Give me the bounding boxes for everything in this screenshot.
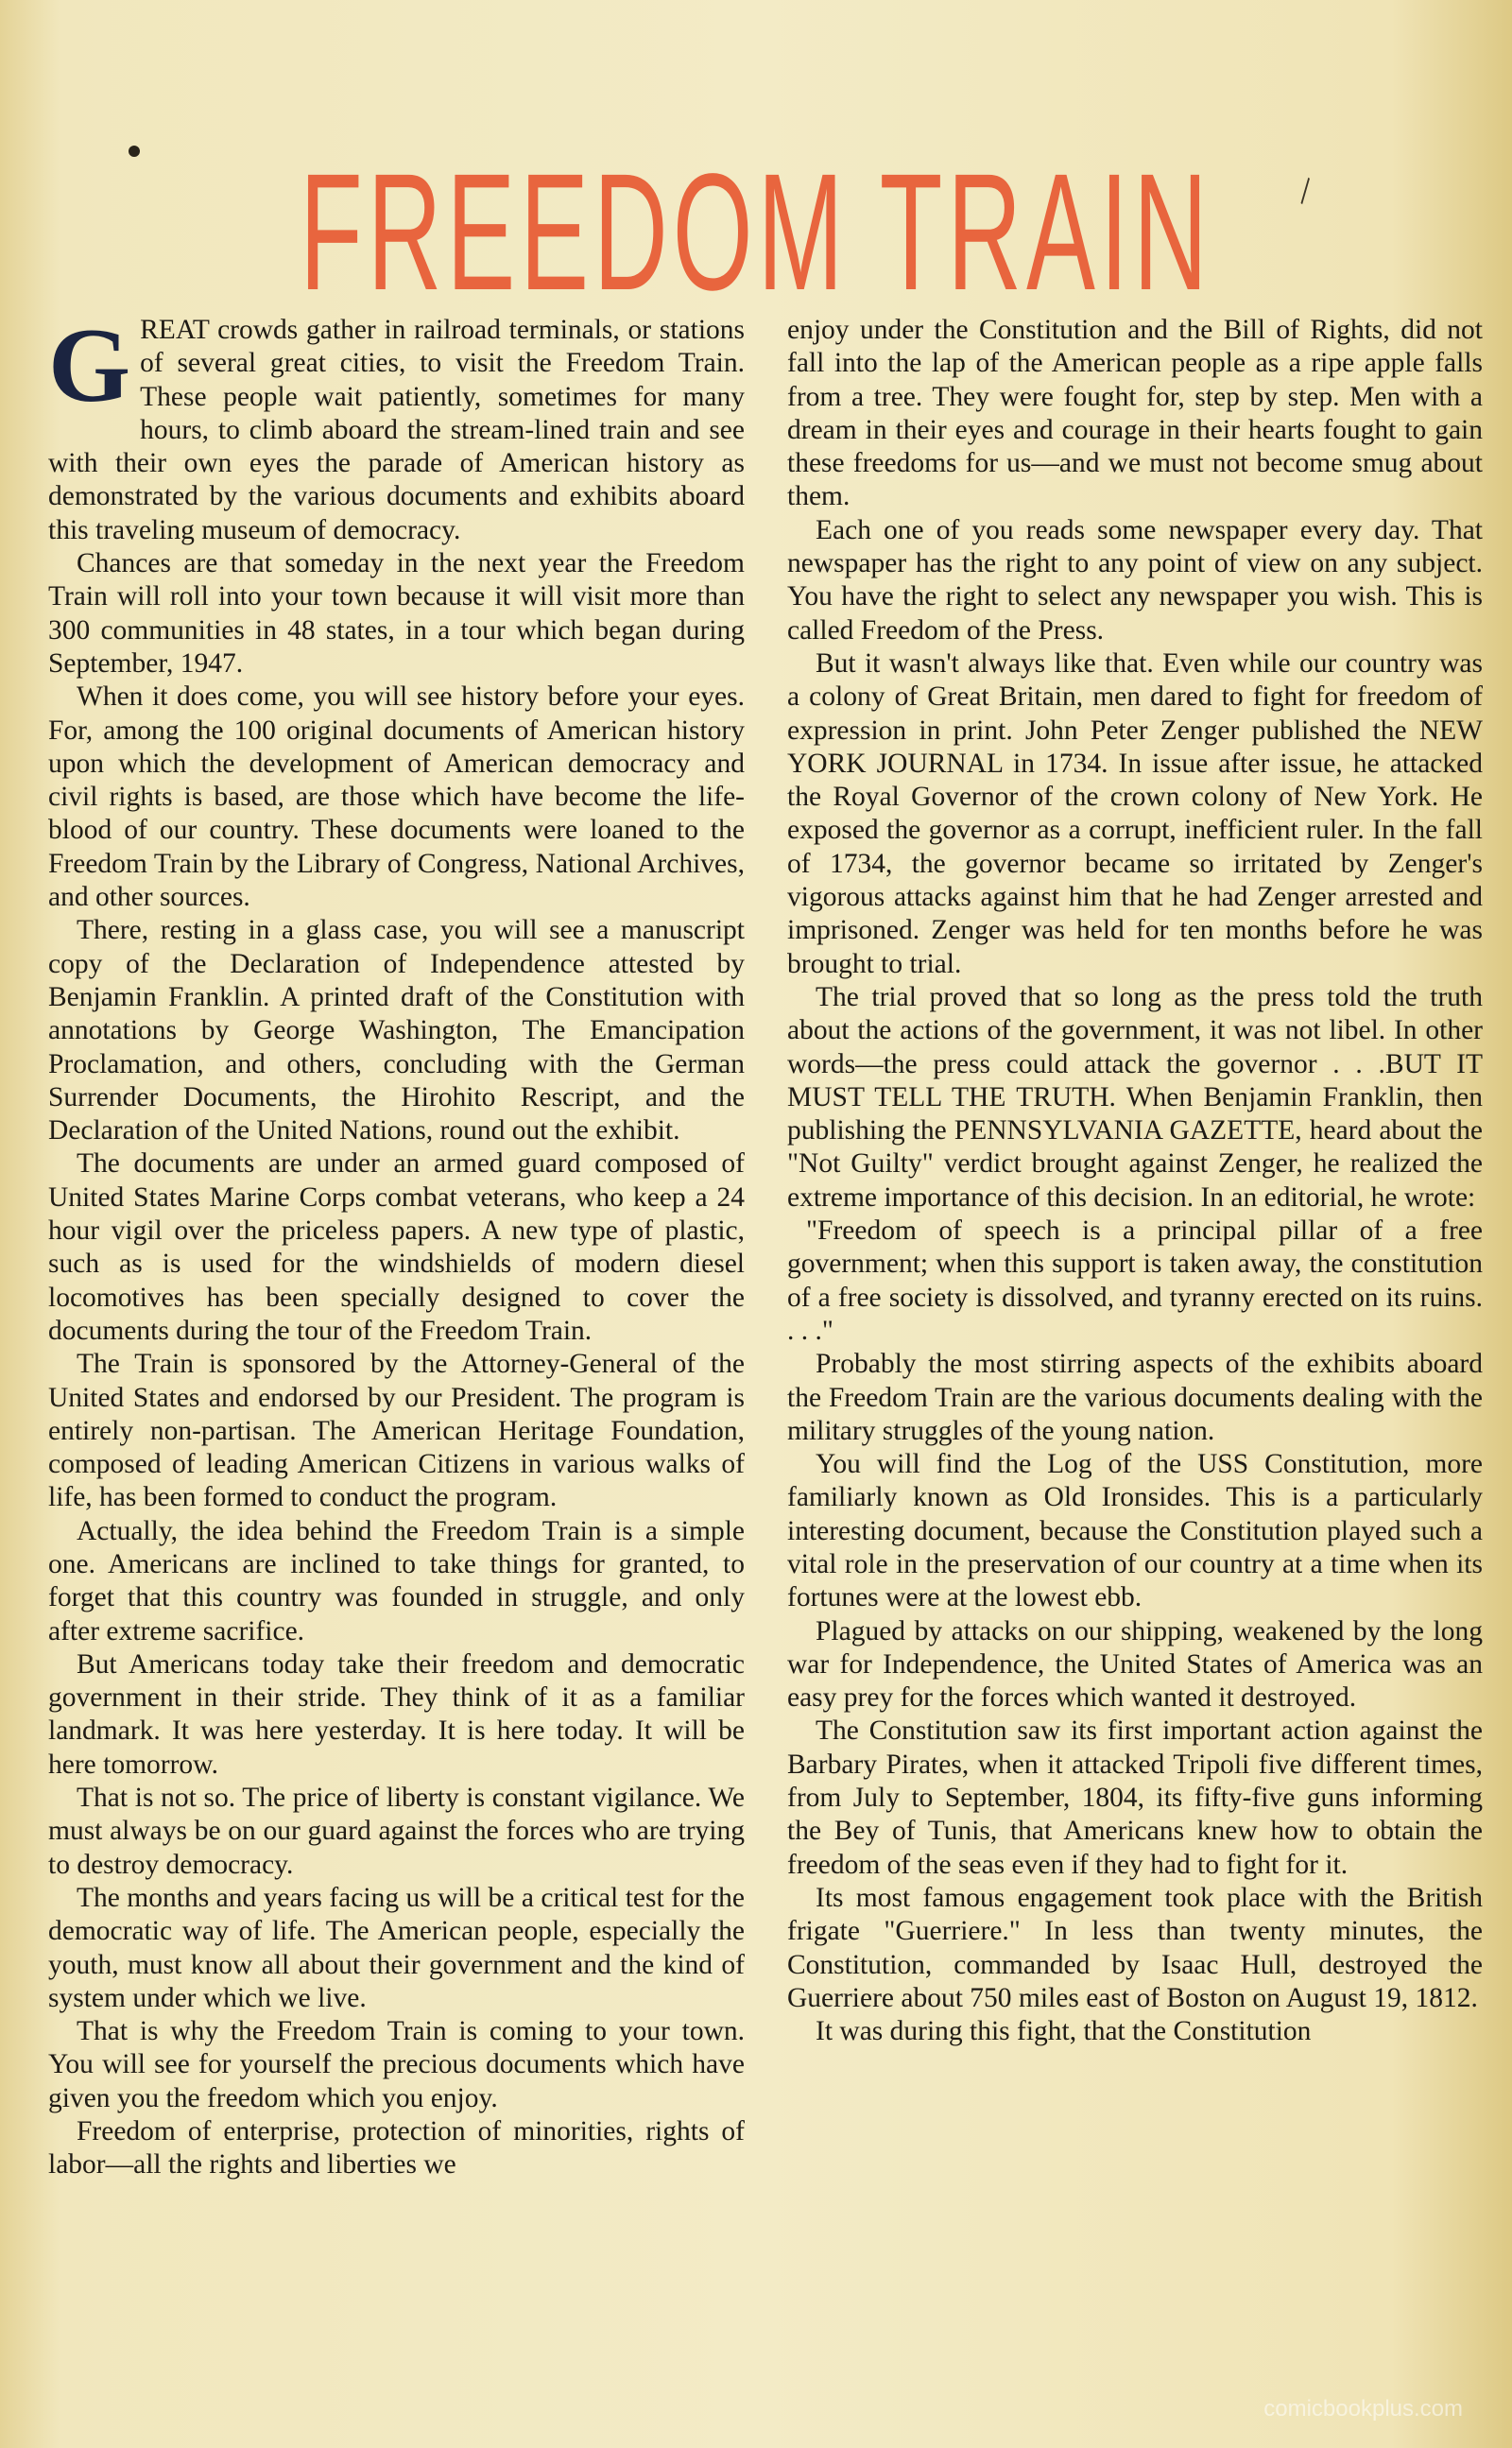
watermark: comicbookplus.com bbox=[1263, 2396, 1463, 2422]
quotation: "Freedom of speech is a principal pillar of a free government; when this support is taken away, the constitution of a free society is dissolved, and tyranny erected on its ruins. . . ." bbox=[787, 1215, 1483, 1346]
paragraph: That is why the Freedom Train is coming to your town. You will see for yourself the precious documents which have given you the freedom which you enjoy. bbox=[48, 2016, 745, 2113]
paragraph: You will find the Log of the USS Constitution, more familiarly known as Old Ironsides. This is a particularly interesting document, because the Constitution played such a vital role in the preservation of our country at a time when its fortunes were at the lowest ebb. bbox=[787, 1449, 1483, 1613]
paragraph: The Constitution saw its first important action against the Barbary Pirates, when it attacked Tripoli five different times, from July to September, 1804, its fifty-five guns informing the Bey of Tunis, that Americans knew how to obtain the freedom of the seas even if they had to fight for it. bbox=[787, 1715, 1483, 1880]
paragraph: enjoy under the Constitution and the Bill of Rights, did not fall into the lap of the American people as a ripe apple falls from a tree. They were fought for, step by step. Men with a dream in their eyes and courage in their hearts fought to gain these freedoms for us—and we must not become smug about them. bbox=[787, 315, 1483, 512]
print-dot bbox=[129, 146, 140, 157]
paragraph: There, resting in a glass case, you will see a manuscript copy of the Declaration of Independence attested by Benjamin Franklin. A printed draft of the Constitution with annotations by George Washington, The Emancipation Proclamation, and others, concluding with the German Surrender Documents, the Hirohito Rescript, and the Declaration of the United Nations, round out the exhibit. bbox=[48, 915, 745, 1146]
paragraph: It was during this fight, that the Constitution bbox=[816, 2016, 1312, 2047]
paragraph: Plagued by attacks on our shipping, weakened by the long war for Independence, the United States of America was an easy prey for the forces which wanted it destroyed. bbox=[787, 1615, 1483, 1714]
paragraph: The Train is sponsored by the Attorney-General of the United States and endorsed by our President. The program is entirely non-partisan. The American Heritage Foundation, composed of leading American Citizens in various walks of life, has been formed to conduct the program. bbox=[48, 1349, 745, 1513]
paragraph: REAT crowds gather in railroad terminals, or stations of several great cities, to visit the Freedom Train. These people wait patiently, sometimes for many hours, to climb aboard the stream-lined train and see with their own eyes the parade of American history as demonstrated by the various documents and exhibits aboard this traveling museum of democracy. bbox=[48, 315, 745, 545]
paragraph: Chances are that someday in the next year the Freedom Train will roll into your town because it will visit more than 300 communities in 48 states, in a tour which began during September, 1947. bbox=[48, 548, 745, 679]
page-title: FREEDOM TRAIN bbox=[300, 140, 1212, 325]
left-column bbox=[48, 314, 745, 2436]
paragraph: Freedom of enterprise, protection of minorities, rights of labor—all the rights and liberties we bbox=[48, 2116, 745, 2181]
paragraph: Each one of you reads some newspaper every day. That newspaper has the right to any point of view on any subject. You have the right to select any newspaper you wish. This is called Freedom of the Press. bbox=[787, 514, 1483, 646]
paragraph: The documents are under an armed guard composed of United States Marine Corps combat veterans, who keep a 24 hour vigil over the priceless papers. A new type of plastic, such as is used for the windshields of modern diesel locomotives has been specially designed to cover the documents during the tour of the Freedom Train. bbox=[48, 1148, 745, 1346]
paragraph: But it wasn't always like that. Even while our country was a colony of Great Britain, men dared to fight for freedom of expression in print. John Peter Zenger published the NEW YORK JOURNAL in 1734. In issue after issue, he attacked the Royal Governor of the crown colony of New York. He exposed the governor as a corrupt, inefficient ruler. In the fall of 1734, the governor became so irritated by Zenger's vigorous attacks against him that he had Zenger arrested and imprisoned. Zenger was held for ten months before he was brought to trial. bbox=[787, 647, 1483, 979]
paragraph: Probably the most stirring aspects of the exhibits aboard the Freedom Train are the various documents dealing with the military struggles of the young nation. bbox=[787, 1349, 1483, 1446]
paragraph: That is not so. The price of liberty is constant vigilance. We must always be on our guard against the forces who are trying to destroy democracy. bbox=[48, 1783, 745, 1880]
drop-cap: G bbox=[48, 314, 131, 424]
right-column bbox=[787, 314, 1483, 2436]
paragraph: Its most famous engagement took place with the British frigate "Guerriere." In less than twenty minutes, the Constitution, commanded by Isaac Hull, destroyed the Guerriere about 750 miles east of Boston on August 19, 1812. bbox=[787, 1882, 1483, 2013]
paragraph: The months and years facing us will be a critical test for the democratic way of life. The American people, especially the youth, must know all about their government and the kind of system under which we live. bbox=[48, 1882, 745, 2013]
paragraph: The trial proved that so long as the press told the truth about the actions of the government, it was not libel. In other words—the press could attack the governor . . .BUT IT MUST TELL THE TRUTH. When Benjamin Franklin, then publishing the PENNSYLVANIA GAZETTE, heard about the "Not Guilty" verdict brought against Zenger, he realized the extreme importance of this decision. In an editorial, he wrote: bbox=[787, 981, 1483, 1213]
paragraph: But Americans today take their freedom and democratic government in their stride. They think of it as a familiar landmark. It was here yesterday. It is here today. It will be here tomorrow. bbox=[48, 1648, 745, 1780]
paragraph: When it does come, you will see history before your eyes. For, among the 100 original documents of American history upon which the development of American democracy and civil rights is based, are those which have become the life-blood of our country. These documents were loaned to the Freedom Train by the Library of Congress, National Archives, and other sources. bbox=[48, 681, 745, 913]
paragraph: Actually, the idea behind the Freedom Train is a simple one. Americans are inclined to take things for granted, to forget that this country was founded in struggle, and only after extreme sacrifice. bbox=[48, 1515, 745, 1646]
ink-mark: \ bbox=[1289, 169, 1323, 212]
